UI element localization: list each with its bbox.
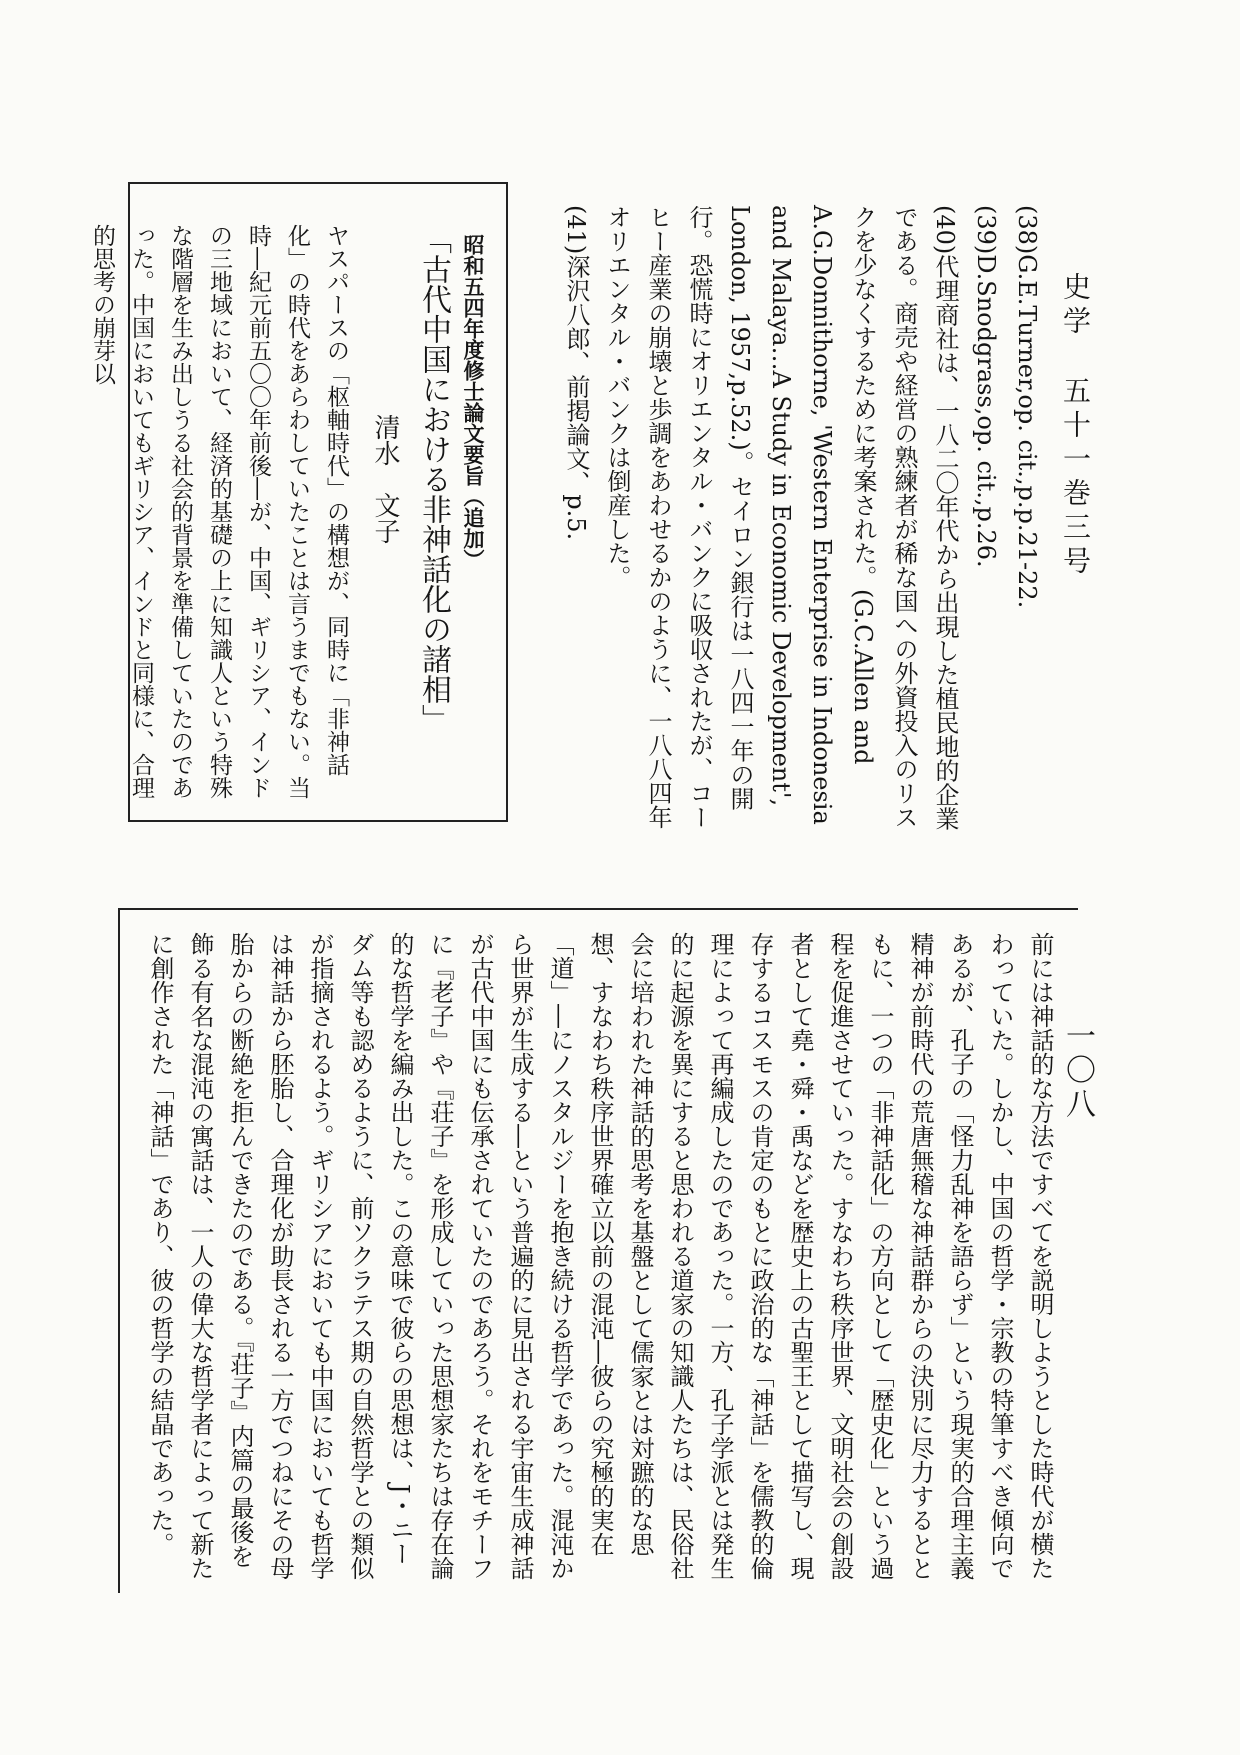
running-header xyxy=(1055,272,1095,792)
page-number: 一〇八 xyxy=(1060,1020,1095,1122)
footnote-38: (38)G.E.Turner,op. cit.,p.p.21-22. xyxy=(1013,205,1041,609)
thesis-abstract-box xyxy=(89,182,508,822)
abstract-content xyxy=(74,224,492,810)
abstract-body: ヤスパースの「枢軸時代」の構想が、同時に「非神話化」の時代をあらわしていたことは言うまでもない。当時―紀元前五〇〇年前後―が、中国、ギリシア、インドの三地域において、経済的基礎の上に知識人という特殊な階層を生み出しうる社会的背景を準備していたのであった。中国においてもギリシア、インドと同様に、合理的思考の崩芽以 xyxy=(89,224,349,799)
footnote-40: (40)代理商社は、一八二〇年代から出現した植民地的企業である。商売や経営の熟練者が稀な国への外資投入のリスクを少なくするために考案された。(G.C.Allen and A.G.Donnithorne, 'Western Enterprise in Indonesia and Malaya…A Study in Economic Development', London, 1957,p.52.)。セイロン銀行は一八四一年の開行。恐慌時にオリエンタル・バンクに吸収されたが、コーヒー産業の崩壊と歩調をあわせるかのように、一八八四年オリエンタル・バンクは倒産した。 xyxy=(603,205,959,831)
abstract-label: 昭和五四年度修士論文要旨（追加） xyxy=(461,234,485,570)
abstract-title: 「古代中国における非神話化の諸相」 xyxy=(416,224,451,734)
abstract-author: 清水 文子 xyxy=(370,414,400,544)
essay-body: 前には神話的な方法ですべてを説明しようとした時代が横たわっていた。しかし、中国の哲学・宗教の特筆すべき傾向であるが、孔子の「怪力乱神を語らず」という現実的合理主義精神が前時代の荒唐無稽な神話群からの決別に尽力するとともに、一つの「非神話化」の方向として「歴史化」という過程を促進させていった。すなわち秩序世界、文明社会の創設者として堯・舜・禹などを歴史上の古聖王として描写し、現存するコスモスの肯定のもとに政治的な「神話」を儒教的倫理によって再編成したのであった。一方、孔子学派とは発生的に起源を異にすると思われる道家の知識人たちは、民俗社会に培われた神話的思考を基盤として儒家とは対蹠的な思想、すなわち秩序世界確立以前の混沌―彼らの究極的実在「道」―にノスタルジーを抱き続ける哲学であった。混沌から世界が生成する―という普遍的に見出される宇宙生成神話が古代中国にも伝承されていたのであろう。それをモチーフに『老子』や『荘子』を形成していった思想家たちは存在論的な哲学を編み出した。この意味で彼らの思想は、J・ニーダム等も認めるように、前ソクラテス期の自然哲学との類似が指摘されるよう。ギリシアにおいても中国においても哲学は神話から胚胎し、合理化が助長される一方でつねにその母胎からの断絶を拒んできたのである。『荘子』内篇の最後を飾る有名な混沌の寓話は、一人の偉大な哲学者によって新たに創作された「神話」であり、彼の哲学の結晶であった。 xyxy=(146,932,1054,1580)
footnotes xyxy=(562,205,1047,845)
journal-name: 史学 xyxy=(1059,272,1092,340)
footnote-41: (41)深沢八郎、前掲論文、p.5. xyxy=(562,205,590,541)
essay-continuation-box xyxy=(118,908,1078,1593)
footnote-39: (39)D.Snodgrass,op. cit.,p.26. xyxy=(972,205,1000,568)
volume-issue: 五十一巻三号 xyxy=(1059,376,1092,580)
